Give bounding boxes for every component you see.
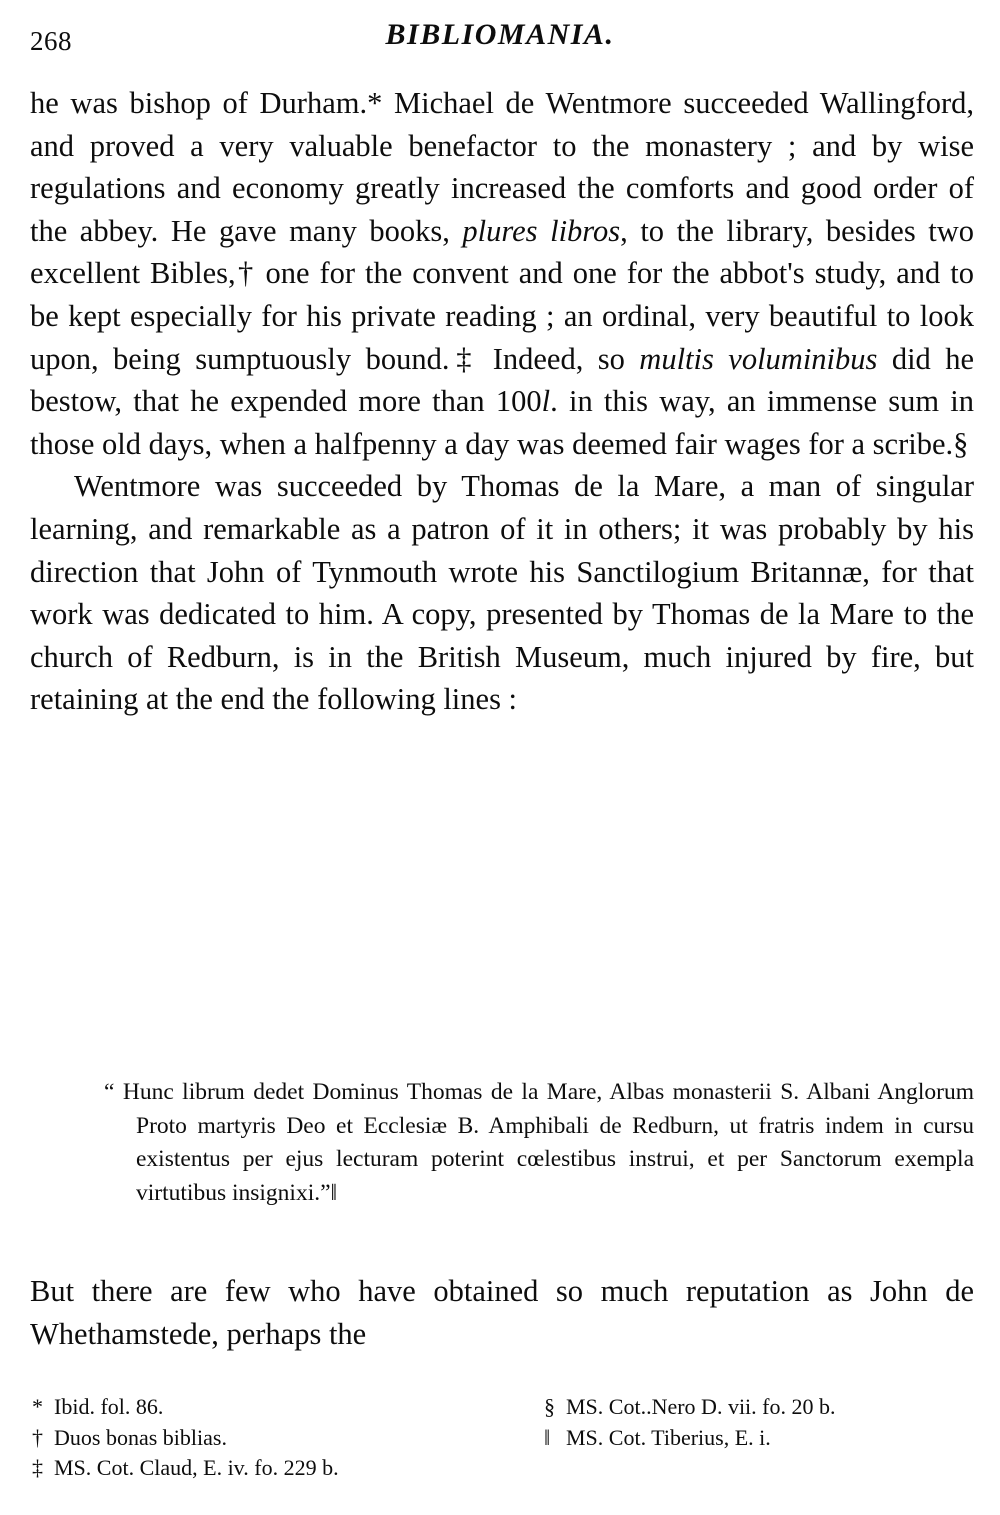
paragraph-1-italic-plures-libros: plures libros: [462, 213, 621, 248]
footnote-text: MS. Cot. Tiberius, E. i.: [566, 1424, 771, 1450]
paragraph-1-text-b: , to the library, besides two excellent Bibles,† one for the convent and one for the abbot's study, and to be kept especially for his private reading ; an ordinal, very beautiful to look upon, being sumptuously bound.‡ Indeed, so: [30, 213, 974, 376]
footnote-item: [544, 1423, 974, 1454]
paragraph-1-text-d: . in this way, an immense sum in those old days, when a halfpenny a day was deemed fair wages for a scribe.§: [30, 384, 974, 461]
footnotes-right-column: [544, 1392, 974, 1453]
paragraph-1-italic-pound: l: [541, 384, 551, 419]
footnote-item: [32, 1392, 512, 1423]
main-text-column-continued: [30, 1270, 974, 1355]
footnote-item: [32, 1453, 512, 1484]
page-header: [30, 18, 970, 64]
paragraph-1-italic-multis-voluminibus: multis voluminibus: [639, 341, 878, 376]
paragraph-3: But there are few who have obtained so much reputation as John de Whethamstede, perhaps the: [30, 1274, 974, 1351]
footnote-item: [32, 1423, 512, 1454]
quotation-text: “ Hunc librum dedet Dominus Thomas de la Mare, Albas monasterii S. Albani Anglorum Proto martyris Deo et Ecclesiæ B. Amphibali de Redburn, ut fratris indem in cursu existentus per ejus lecturam poterint cœlestibus instrui, et per Sanctorum exempla virtutibus insignixi.”‖: [104, 1079, 974, 1206]
main-text-column: [30, 82, 974, 721]
footnote-text: Duos bonas biblias.: [54, 1424, 227, 1450]
paragraph-2: Wentmore was succeeded by Thomas de la Mare, a man of singular learning, and remarkable as a patron of it in others; it was probably by his direction that John of Tynmouth wrote his Sanctilogium Britannæ, for that work was dedicated to him. A copy, presented by Thomas de la Mare to the church of Redburn, is in the British Museum, much injured by fire, but retaining at the end the following lines :: [30, 469, 974, 717]
footnote-marker: *: [32, 1394, 43, 1419]
footnote-text: MS. Cot. Claud, E. iv. fo. 229 b.: [54, 1455, 339, 1480]
paragraph-1-text-a: he was bishop of Durham.* Michael de Wentmore succeeded Wallingford, and proved a very valuable benefactor to the monastery ; and by wise regulations and economy greatly increased the comforts and good order of the abbey. He gave many books,: [30, 86, 974, 248]
running-title: BIBLIOMANIA.: [385, 18, 615, 51]
paragraph-1: [30, 82, 974, 465]
footnote-item: [544, 1392, 974, 1423]
footnote-marker: ‖: [544, 1424, 551, 1450]
paragraph-1-text-c: did he bestow, that he expended more than 100: [30, 341, 975, 419]
footnote-marker: †: [32, 1424, 43, 1450]
footnotes-left-column: [32, 1392, 512, 1484]
block-quotation: [104, 1076, 974, 1210]
footnote-marker: §: [544, 1394, 555, 1419]
footnote-text: Ibid. fol. 86.: [54, 1394, 164, 1419]
page-number: 268: [30, 26, 72, 56]
footnote-text: MS. Cot..Nero D. vii. fo. 20 b.: [566, 1394, 836, 1419]
footnote-marker: ‡: [32, 1455, 43, 1480]
